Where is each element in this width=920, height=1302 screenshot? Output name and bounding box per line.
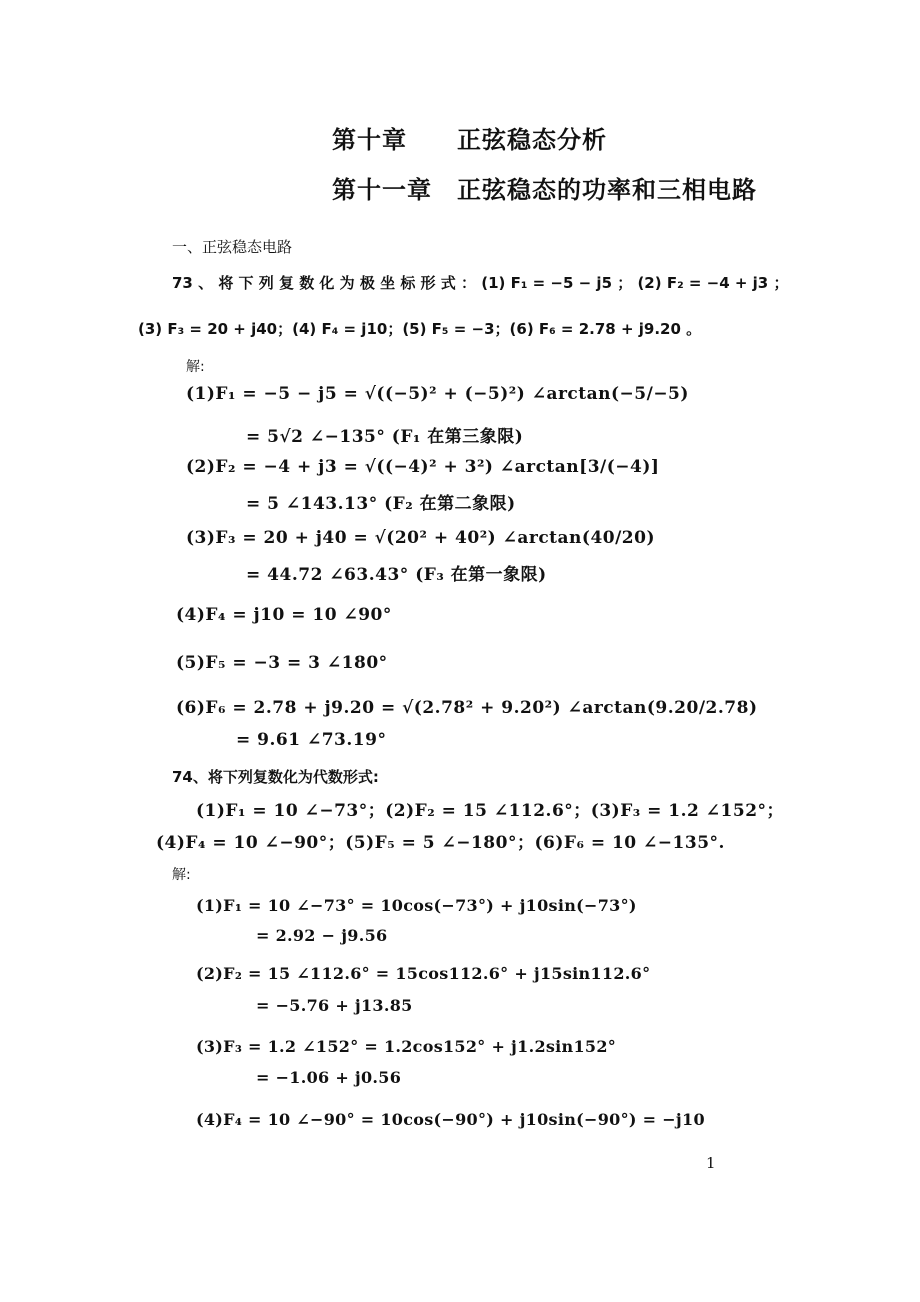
solution-73-line-4: = 5 ∠143.13° (F₂ 在第二象限) (246, 494, 516, 514)
problem-74-line2: (4)F₄ = 10 ∠−90°；(5)F₅ = 5 ∠−180°；(6)F₆ = 10 ∠−135°. (156, 833, 725, 853)
solution-73-line-8: (5)F₅ = −3 = 3 ∠180° (176, 653, 388, 673)
solution-73-line-3: (2)F₂ = −4 + j3 = √((−4)² + 3²) ∠arctan[3/(−4)] (186, 457, 660, 477)
solution-74-line-3: (2)F₂ = 15 ∠112.6° = 15cos112.6° + j15sin112.6° (196, 964, 651, 983)
problem-73-line2: (3) F₃ = 20 + j40；(4) F₄ = j10；(5) F₅ = −3；(6) F₆ = 2.78 + j9.20 。 (138, 320, 702, 338)
chapter-10-title: 第十章 正弦稳态分析 (332, 126, 607, 154)
page-number: 1 (706, 1154, 716, 1172)
section-heading: 一、正弦稳态电路 (172, 238, 293, 256)
solution-74-line-2: = 2.92 − j9.56 (256, 926, 388, 945)
solution-73-line-5: (3)F₃ = 20 + j40 = √(20² + 40²) ∠arctan(40/20) (186, 528, 656, 548)
problem-73-line1: 73 、 将 下 列 复 数 化 为 极 坐 标 形 式 ： (1) F₁ = −5 − j5 ； (2) F₂ = −4 + j3 ； (172, 274, 789, 292)
solution-73-line-9: (6)F₆ = 2.78 + j9.20 = √(2.78² + 9.20²) ∠arctan(9.20/2.78) (176, 698, 758, 718)
solution-73-line-7: (4)F₄ = j10 = 10 ∠90° (176, 605, 392, 625)
solution-label-73: 解: (186, 359, 205, 375)
problem-74-line1: (1)F₁ = 10 ∠−73°；(2)F₂ = 15 ∠112.6°；(3)F₃ = 1.2 ∠152°； (196, 801, 785, 821)
solution-74-line-4: = −5.76 + j13.85 (256, 996, 413, 1015)
solution-74-line-6: = −1.06 + j0.56 (256, 1068, 402, 1087)
problem-74-title: 74、将下列复数化为代数形式: (172, 768, 379, 786)
solution-74-line-1: (1)F₁ = 10 ∠−73° = 10cos(−73°) + j10sin(−73°) (196, 896, 637, 915)
solution-73-line-2: = 5√2 ∠−135° (F₁ 在第三象限) (246, 427, 524, 447)
solution-73-line-6: = 44.72 ∠63.43° (F₃ 在第一象限) (246, 565, 547, 585)
solution-74-line-7: (4)F₄ = 10 ∠−90° = 10cos(−90°) + j10sin(−90°) = −j10 (196, 1110, 705, 1129)
solution-74-line-5: (3)F₃ = 1.2 ∠152° = 1.2cos152° + j1.2sin152° (196, 1037, 617, 1056)
solution-73-line-1: (1)F₁ = −5 − j5 = √((−5)² + (−5)²) ∠arctan(−5/−5) (186, 384, 689, 404)
solution-73-line-10: = 9.61 ∠73.19° (236, 730, 387, 750)
solution-label-74: 解: (172, 867, 191, 883)
chapter-11-title: 第十一章 正弦稳态的功率和三相电路 (332, 176, 757, 204)
